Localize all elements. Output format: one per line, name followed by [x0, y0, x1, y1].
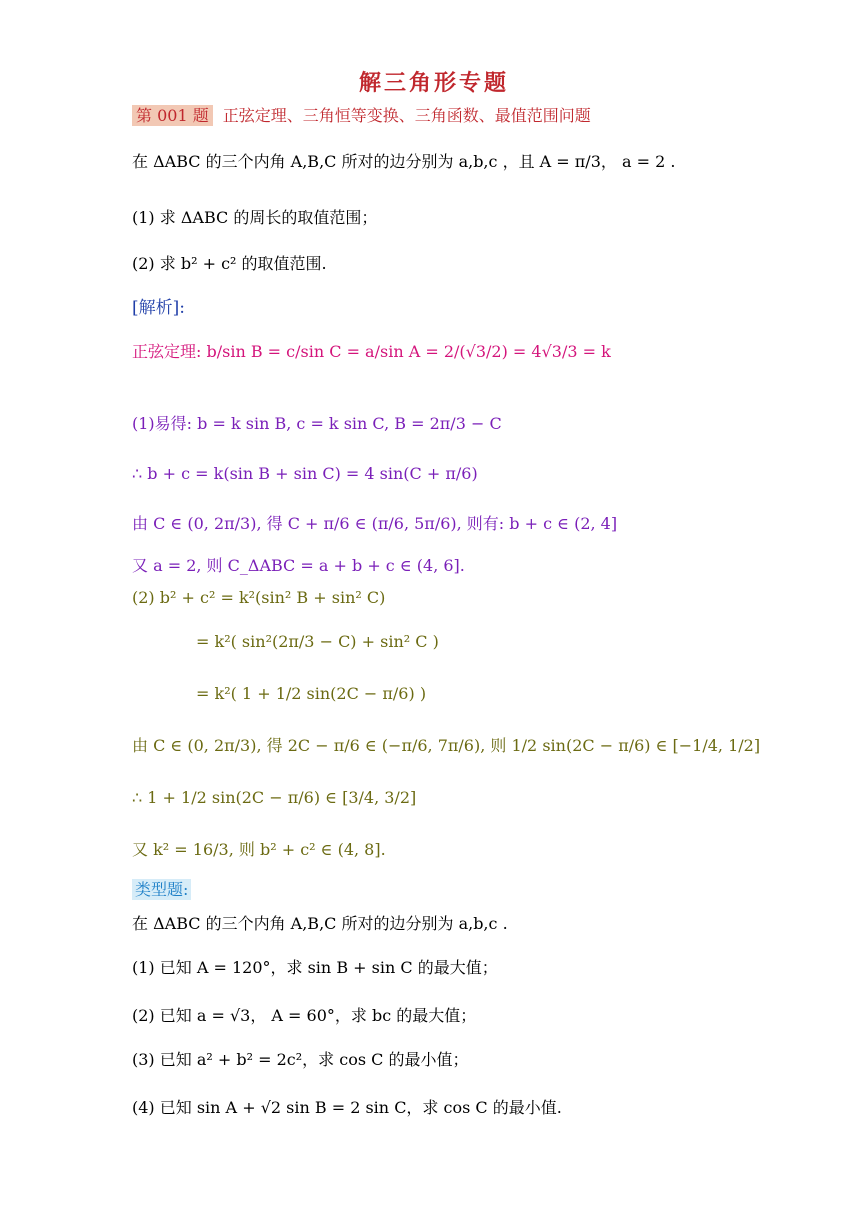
part2-line-5: ∴ 1 + 1/2 sin(2C − π/6) ∈ [3/4, 3/2] [132, 788, 417, 807]
part2-line-1: (2) b² + c² = k²(sin² B + sin² C) [132, 588, 386, 607]
part2-line-3: = k²( 1 + 1/2 sin(2C − π/6) ) [196, 684, 427, 703]
sine-law-line: 正弦定理: b/sin B = c/sin C = a/sin A = 2/(√3/2) = 4√3/3 = k [132, 342, 611, 361]
similar-item-4: (4) 已知 sin A + √2 sin B = 2 sin C，求 cos C 的最小值. [132, 1098, 562, 1117]
similar-item-1: (1) 已知 A = 120°，求 sin B + sin C 的最大值； [132, 958, 498, 977]
part1-line-3: 由 C ∈ (0, 2π/3), 得 C + π/6 ∈ (π/6, 5π/6), 则有: b + c ∈ (2, 4] [132, 514, 618, 533]
problem-statement: 在 ΔABC 的三个内角 A,B,C 所对的边分别为 a,b,c ，且 A = π/3， a = 2 . [132, 152, 676, 171]
similar-item-2: (2) 已知 a = √3， A = 60°，求 bc 的最大值； [132, 1006, 477, 1025]
similar-section-label [132, 880, 191, 900]
part1-line-1: (1)易得: b = k sin B, c = k sin C, B = 2π/3 − C [132, 414, 502, 433]
part2-line-2: = k²( sin²(2π/3 − C) + sin² C ) [196, 632, 439, 651]
part1-line-4: 又 a = 2, 则 C_ΔABC = a + b + c ∈ (4, 6]. [132, 556, 465, 575]
question-2: (2) 求 b² + c² 的取值范围. [132, 254, 327, 273]
analysis-label: [解析]: [132, 298, 185, 318]
similar-item-3: (3) 已知 a² + b² = 2c²，求 cos C 的最小值； [132, 1050, 469, 1069]
question-1: (1) 求 ΔABC 的周长的取值范围； [132, 208, 378, 227]
problem-topics: 正弦定理、三角恒等变换、三角函数、最值范围问题 [222, 106, 591, 125]
part2-line-4: 由 C ∈ (0, 2π/3), 得 2C − π/6 ∈ (−π/6, 7π/6), 则 1/2 sin(2C − π/6) ∈ [−1/4, 1/2] [132, 736, 761, 755]
similar-statement: 在 ΔABC 的三个内角 A,B,C 所对的边分别为 a,b,c . [132, 914, 508, 933]
part2-line-6: 又 k² = 16/3, 则 b² + c² ∈ (4, 8]. [132, 840, 386, 859]
similar-label: 类型题: [132, 879, 191, 900]
problem-number-label: 第 001 题 [132, 105, 213, 126]
page-title: 解三角形专题 [358, 70, 509, 96]
problem-header [132, 106, 591, 126]
part1-line-2: ∴ b + c = k(sin B + sin C) = 4 sin(C + π/6) [132, 464, 478, 483]
